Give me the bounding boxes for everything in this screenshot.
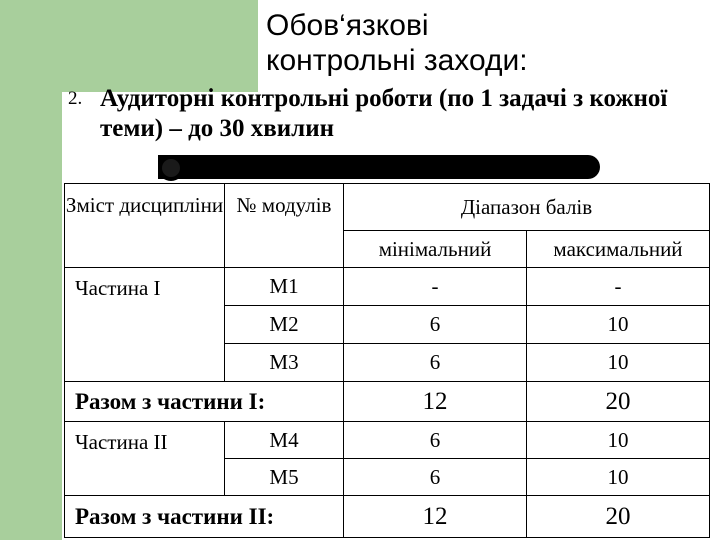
scores-table [64, 183, 710, 538]
part2-total-max: 20 [527, 496, 710, 538]
total-row [65, 382, 710, 422]
min-cell: 6 [344, 344, 527, 382]
max-cell: 10 [527, 459, 710, 496]
table-header-row [65, 184, 710, 231]
module-cell: М1 [225, 268, 344, 306]
decorative-green-strip [0, 92, 62, 540]
module-cell: М4 [225, 422, 344, 459]
table-row [65, 422, 710, 459]
max-cell: - [527, 268, 710, 306]
part1-total-label: Разом з частини І: [65, 382, 344, 422]
module-cell: М2 [225, 306, 344, 344]
module-cell: М3 [225, 344, 344, 382]
table-row [65, 268, 710, 306]
list-item-text: Аудиторні контрольні роботи (по 1 задачі з кожної теми) – до 30 хвилин [100, 85, 668, 142]
max-cell: 10 [527, 422, 710, 459]
list-item-number: 2. [68, 88, 83, 109]
min-cell: 6 [344, 459, 527, 496]
min-cell: 6 [344, 422, 527, 459]
header-max: максимальний [527, 231, 710, 268]
slide-title-line1: Обов‘язкові [266, 9, 429, 42]
total-row [65, 496, 710, 538]
max-cell: 10 [527, 306, 710, 344]
part2-total-label: Разом з частини ІІ: [65, 496, 344, 538]
part1-label: Частина І [65, 268, 225, 382]
part2-total-min: 12 [344, 496, 527, 538]
max-cell: 10 [527, 344, 710, 382]
header-min: мінімальний [344, 231, 527, 268]
decorative-bar [158, 155, 600, 179]
min-cell: 6 [344, 306, 527, 344]
min-cell: - [344, 268, 527, 306]
header-modules: № модулів [225, 184, 344, 268]
slide-title [266, 8, 706, 78]
slide-title-line2: контрольні заходи: [266, 44, 528, 77]
header-content: Зміст дисципліни [65, 184, 225, 268]
decorative-green-block [0, 0, 258, 92]
decorative-bar-dot-inner [162, 159, 180, 177]
module-cell: М5 [225, 459, 344, 496]
part1-total-max: 20 [527, 382, 710, 422]
header-range: Діапазон балів [344, 184, 710, 231]
part2-label: Частина ІІ [65, 422, 225, 496]
part1-total-min: 12 [344, 382, 527, 422]
